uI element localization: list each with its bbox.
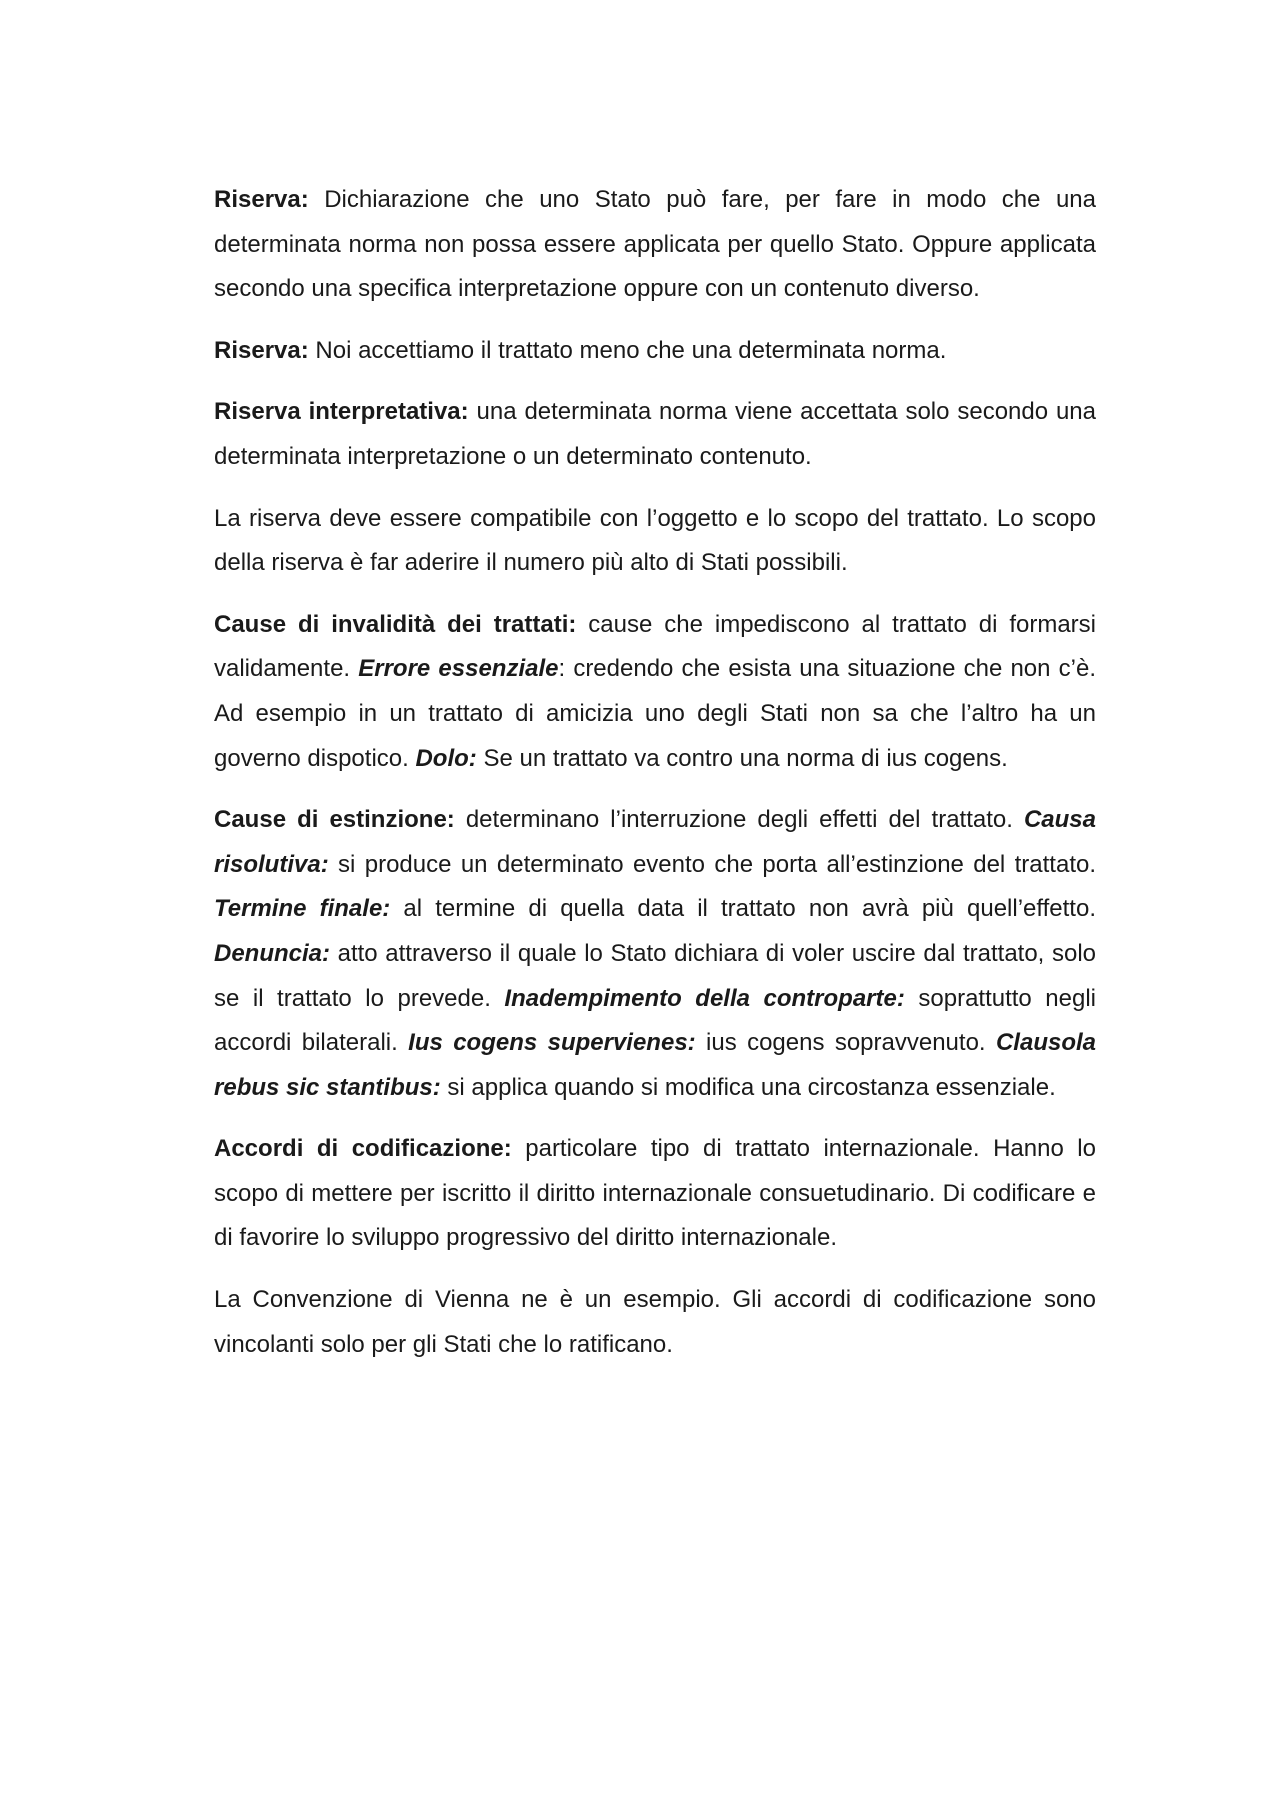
- paragraph-text: soprattutto negli accordi bilaterali.: [214, 984, 1097, 1057]
- paragraph-text: si applica quando si modifica una circostanza essenziale.: [440, 1073, 1056, 1101]
- paragraph-cause-estinzione: [214, 798, 1096, 1110]
- paragraph-cause-invalidita: [214, 603, 1096, 781]
- sub-term-label: Dolo:: [415, 744, 477, 772]
- sub-term-label: Denuncia:: [214, 939, 331, 967]
- document-page: [214, 178, 1096, 1384]
- sub-term-label: Inadempimento della controparte:: [504, 984, 905, 1012]
- sub-term-label: Termine finale:: [214, 895, 391, 923]
- paragraph-riserva-compatibility: [214, 497, 1096, 586]
- paragraph-riserva-example: [214, 329, 1096, 374]
- term-label: Cause di estinzione:: [214, 806, 455, 834]
- sub-term-label: Clausola rebus sic stantibus:: [214, 1029, 1096, 1101]
- sub-term-label: Ius cogens supervienes:: [408, 1029, 696, 1057]
- term-label: Cause di invalidità dei trattati:: [214, 610, 577, 638]
- paragraph-text: si produce un determinato evento che porta all’estinzione del trattato.: [328, 850, 1096, 878]
- paragraph-riserva-definition: [214, 178, 1096, 312]
- paragraph-text: al termine di quella data il trattato non avrà più quell’effetto.: [390, 895, 1096, 923]
- paragraph-text: La Convenzione di Vienna ne è un esempio. Gli accordi di codificazione sono vincolanti solo per gli Stati che lo ratificano.: [214, 1286, 1096, 1358]
- term-label: Accordi di codificazione:: [214, 1135, 512, 1163]
- paragraph-text: cause che impediscono al trattato di formarsi validamente.: [214, 610, 1096, 683]
- paragraph-text: : credendo che esista una situazione che non c’è. Ad esempio in un trattato di amicizia uno degli Stati non sa che l’altro ha un governo dispotico.: [214, 655, 1096, 772]
- paragraph-text: atto attraverso il quale lo Stato dichiara di voler uscire dal trattato, solo se il trattato lo prevede.: [214, 939, 1096, 1012]
- paragraph-text: determinano l’interruzione degli effetti del trattato.: [454, 806, 1024, 834]
- paragraph-text: ius cogens sopravvenuto.: [695, 1029, 996, 1057]
- paragraph-text: una determinata norma viene accettata solo secondo una determinata interpretazione o un determinato contenuto.: [214, 398, 1096, 470]
- paragraph-riserva-interpretativa: [214, 390, 1096, 479]
- sub-term-label: Errore essenziale: [358, 655, 559, 683]
- term-label: Riserva interpretativa:: [214, 398, 469, 426]
- paragraph-text: Dichiarazione che uno Stato può fare, per fare in modo che una determinata norma non possa essere applicata per quello Stato. Oppure applicata secondo una specifica interpretazione oppure con un contenuto diverso.: [214, 186, 1096, 303]
- paragraph-text: La riserva deve essere compatibile con l’oggetto e lo scopo del trattato. Lo scopo della riserva è far aderire il numero più alto di Stati possibili.: [214, 504, 1096, 577]
- paragraph-accordi-codificazione: [214, 1127, 1096, 1261]
- term-label: Riserva:: [214, 186, 309, 213]
- term-label: Riserva:: [214, 336, 309, 364]
- sub-term-label: Causa risolutiva:: [214, 806, 1096, 878]
- paragraph-text: particolare tipo di trattato internazionale. Hanno lo scopo di mettere per iscritto il diritto internazionale consuetudinario. Di codificare e di favorire lo sviluppo progressivo del diritto internazionale.: [214, 1135, 1096, 1252]
- paragraph-text: Se un trattato va contro una norma di ius cogens.: [476, 744, 1008, 772]
- paragraph-text: Noi accettiamo il trattato meno che una determinata norma.: [308, 336, 947, 364]
- paragraph-convenzione-vienna: [214, 1278, 1096, 1367]
